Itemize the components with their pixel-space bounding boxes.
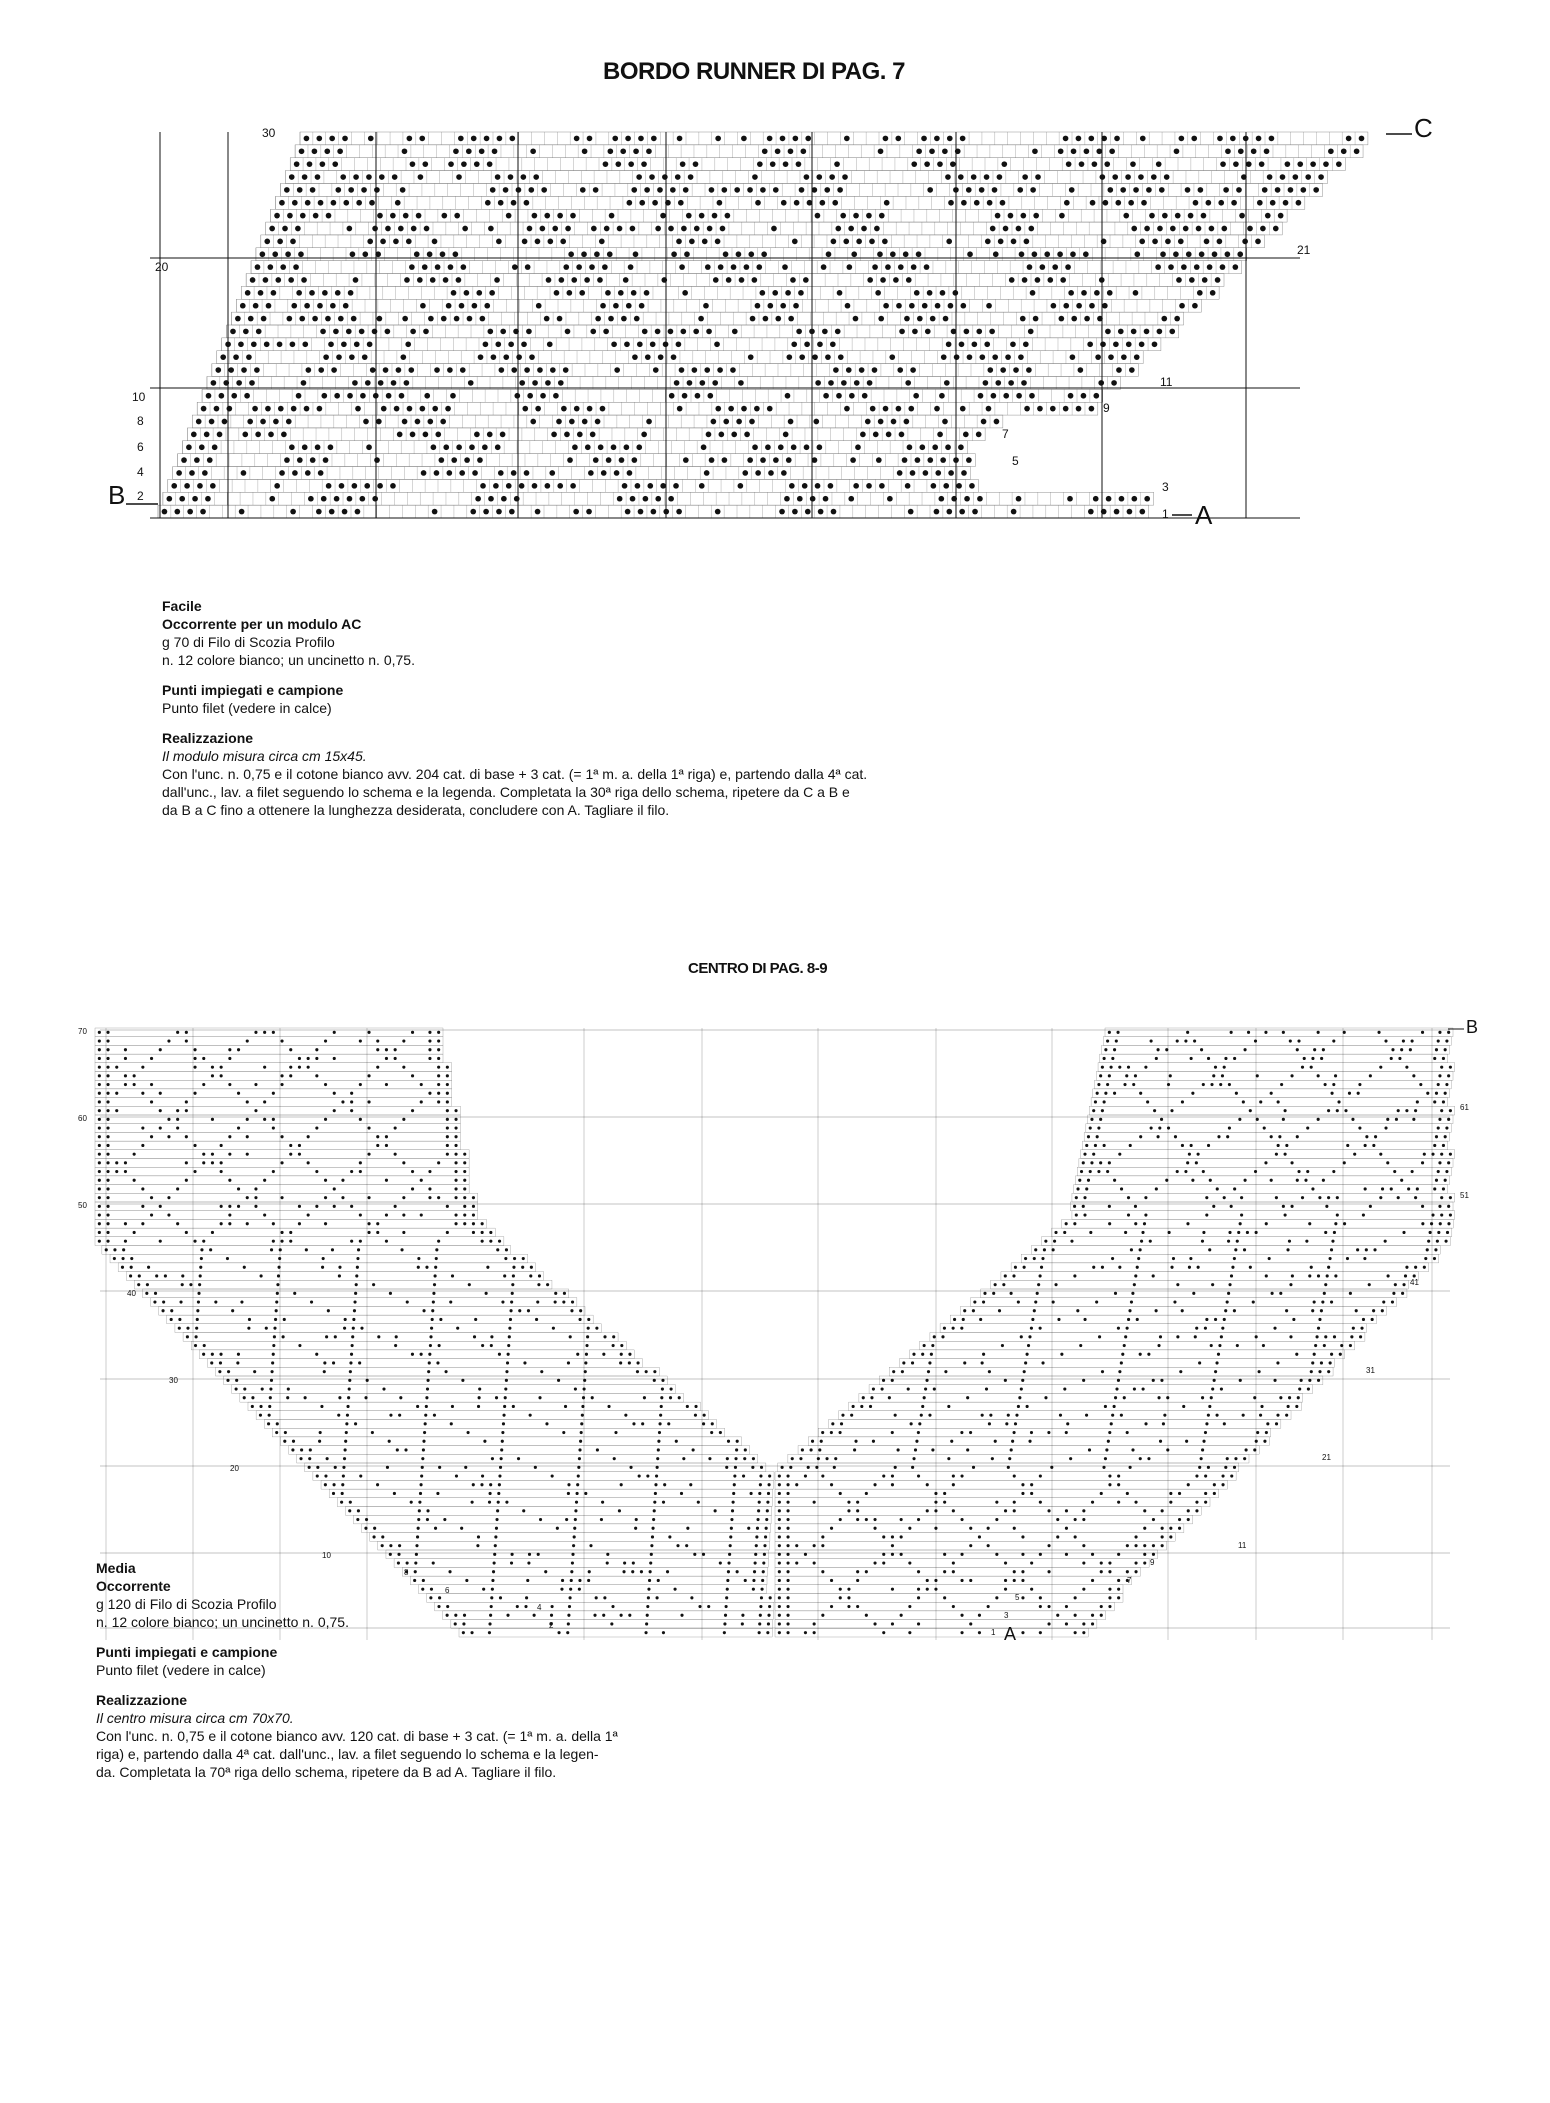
row-label: 41 [1410,1278,1419,1287]
row-label: 7 [1002,427,1009,441]
row-label: 60 [78,1114,87,1123]
chart-row-labels-left [78,1027,554,1630]
stitches-text: Punto filet (vedere in calce) [96,1662,266,1678]
difficulty-level: Facile [162,598,202,614]
materials-line: g 70 di Filo di Scozia Profilo [162,634,335,650]
row-label: 5 [1012,454,1019,468]
corner-label-b: B [108,480,126,510]
row-label: 6 [445,1586,450,1595]
row-label: 30 [262,126,276,140]
instruction-line: Con l'unc. n. 0,75 e il cotone bianco avv. 204 cat. di base + 3 cat. (= 1ª m. a. della 1ª riga) e, partendo dalla 4ª cat. [162,766,868,782]
row-label: 11 [1160,375,1173,389]
row-label: 20 [230,1464,239,1473]
row-label: 5 [1015,1593,1020,1602]
chart-grid [95,1028,1455,1637]
row-label: 51 [1460,1191,1469,1200]
materials-line: n. 12 colore bianco; un uncinetto n. 0,75. [96,1614,349,1630]
row-label: 9 [1150,1558,1155,1567]
row-label: 8 [404,1568,409,1577]
row-label: 3 [1162,480,1169,494]
row-label: 2 [137,489,144,503]
instruction-line: riga) e, partendo dalla 4ª cat. dall'unc., lav. a filet seguendo lo schema e la legen- [96,1746,599,1762]
row-label: 70 [78,1027,87,1036]
size-note: Il modulo misura circa cm 15x45. [162,748,367,764]
instruction-line: Con l'unc. n. 0,75 e il cotone bianco avv. 120 cat. di base + 3 cat. (= 1ª m. a. della 1ª [96,1728,618,1744]
stitches-heading: Punti impiegati e campione [162,682,344,698]
pattern-instructions-center [96,1559,618,1781]
materials-line: n. 12 colore bianco; un uncinetto n. 0,75. [162,652,415,668]
row-label: 31 [1366,1366,1375,1375]
instruction-line: dall'unc., lav. a filet seguendo lo schema e la legenda. Completata la 30ª riga dello schema, ripetere da C a B e [162,784,850,800]
row-label: 8 [137,414,144,428]
row-label: 10 [322,1551,331,1560]
row-label: 4 [537,1603,542,1612]
row-label: 11 [1238,1541,1247,1550]
row-label: 7 [1127,1576,1132,1585]
row-label: 9 [1103,401,1110,415]
row-label: 21 [1322,1453,1331,1462]
section2-title: CENTRO DI PAG. 8-9 [688,960,828,977]
row-label: 3 [1004,1611,1009,1620]
row-label: 20 [155,260,169,274]
chart-row-labels-right [991,1103,1469,1637]
size-note: Il centro misura circa cm 70x70. [96,1710,294,1726]
row-label: 1 [1162,507,1169,521]
corner-label-a: A [1195,500,1213,530]
section1-title: BORDO RUNNER DI PAG. 7 [603,58,905,85]
execution-heading: Realizzazione [162,730,254,746]
row-label: 21 [1297,243,1311,257]
stitches-heading: Punti impiegati e campione [96,1644,278,1660]
corner-label-c: C [1414,113,1433,143]
stitches-text: Punto filet (vedere in calce) [162,700,332,716]
execution-heading: Realizzazione [96,1692,188,1708]
row-label: 40 [127,1289,136,1298]
row-label: 10 [132,390,146,404]
row-label: 1 [991,1628,996,1637]
instruction-line: da. Completata la 70ª riga dello schema, ripetere da B ad A. Tagliare il filo. [96,1764,557,1780]
corner-label-b: B [1466,1017,1479,1037]
instruction-line: da B a C fino a ottenere la lunghezza desiderata, concludere con A. Tagliare il filo. [162,802,670,818]
materials-line: g 120 di Filo di Scozia Profilo [96,1596,277,1612]
row-label: 30 [169,1376,178,1385]
row-label: 4 [137,465,144,479]
materials-heading: Occorrente per un modulo AC [162,616,362,632]
corner-label-a: A [1004,1624,1017,1644]
row-label: 50 [78,1201,87,1210]
row-label: 6 [137,440,144,454]
materials-heading: Occorrente [96,1578,171,1594]
difficulty-level: Media [96,1560,136,1576]
row-label: 61 [1460,1103,1469,1112]
row-label: 2 [549,1621,554,1630]
